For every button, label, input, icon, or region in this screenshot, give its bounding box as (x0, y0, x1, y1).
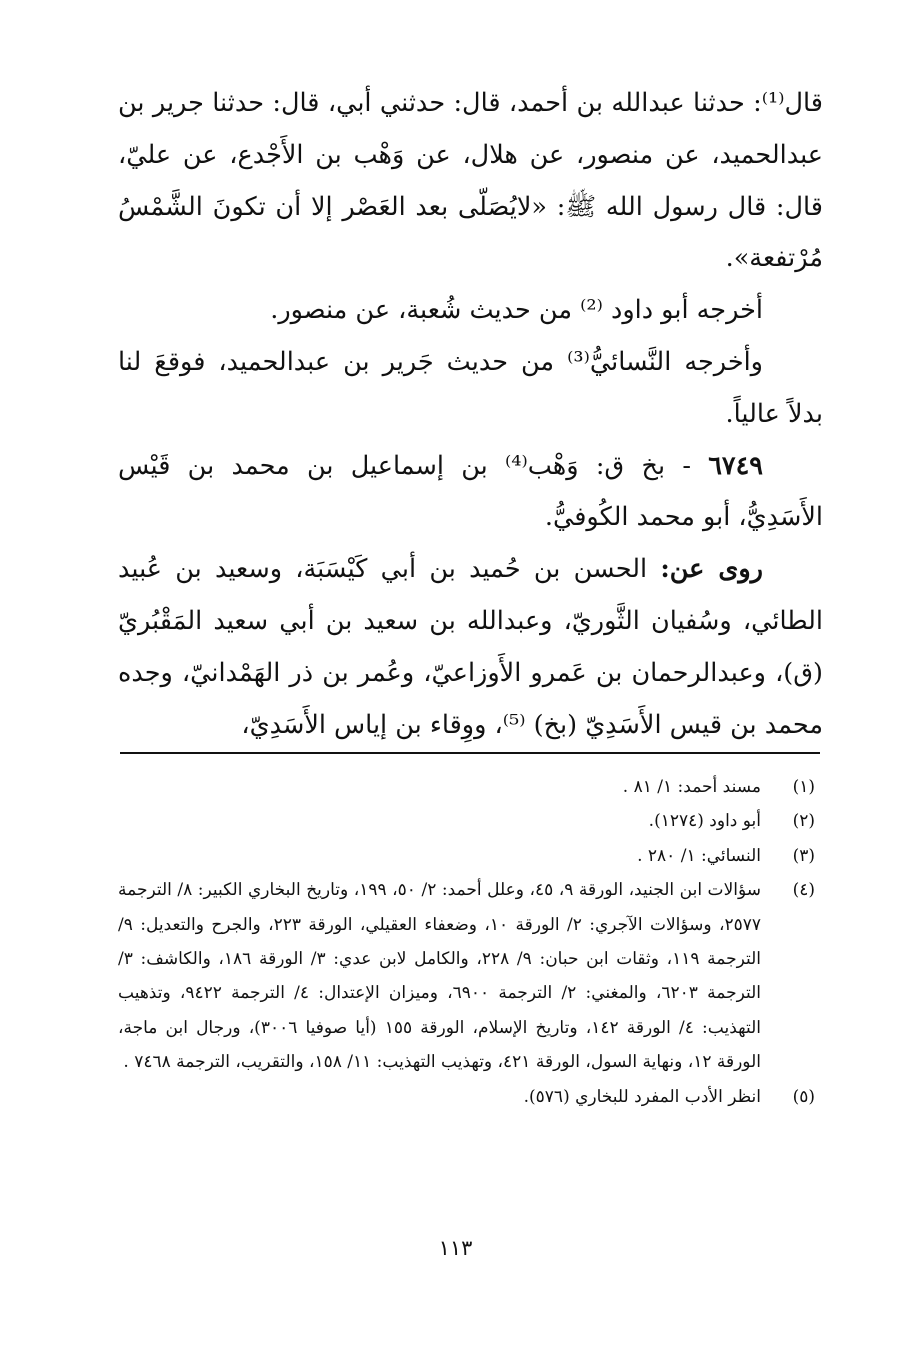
footnote-text: سؤالات ابن الجنيد، الورقة ٩، ٤٥، وعلل أحمد: ٢/ ٥٠، ١٩٩، وتاريخ البخاري الكبير: ٨/ الترجمة ٢٥٧٧، وسؤالات الآجري: ٢/ الورقة ١٠، وضعفاء العقيلي، الورقة ٢٢٣، والجرح والتعديل: ٩/ الترجمة ١١٩، وثقات ابن حبان: ٩/ ٢٢٨، والكامل لابن عدي: ٣/ الورقة ١٨٦، والكاشف: ٣/ الترجمة ٦٢٠٣، والمغني: ٢/ الترجمة ٦٩٠٠، وميزان الإعتدال: ٤/ الترجمة ٩٤٢٢، وتذهيب التهذيب: ٤/ الورقة ١٤٢، وتاريخ الإسلام، الورقة ١٥٥ (أيا صوفيا ٣٠٠٦)، ورجال ابن ماجة، الورقة ١٢، ونهاية السول، الورقة ٤٢١، وتهذيب التهذيب: ١١/ ١٥٨، والتقريب، الترجمة ٧٤٦٨ . (118, 880, 762, 1073)
narrators-list: الحسن بن حُميد بن أبي كَيْسَبَة، وسعيد بن عُبيد الطائي، وسُفيان الثَّوريّ، وعبدالله بن سعيد بن أبي سعيد المَقْبُريّ (ق)، وعبدالرحمان بن عَمرو الأَوزاعيّ، وعُمر بن ذر الهَمْدانيّ، وجده محمد بن قيس الأَسَدِيّ (بخ) ⁽⁵⁾، ووِقاء بن إياس الأَسَدِيّ، (118, 554, 823, 740)
footnote-separator (120, 752, 820, 754)
footnote-number: (٥) (792, 1086, 815, 1107)
footnotes (118, 770, 823, 1114)
footnote (118, 839, 823, 873)
footnote-text: أبو داود (١٢٧٤). (648, 811, 761, 832)
footnote-number: (٤) (792, 880, 815, 901)
footnote-text: انظر الأدب المفرد للبخاري (٥٧٦). (523, 1086, 761, 1107)
page-number: ١١٣ (438, 1236, 473, 1260)
footnote-number: (٢) (792, 811, 815, 832)
footnote (118, 873, 823, 1079)
footnote-number: (٣) (792, 845, 815, 866)
footnote-text: النسائي: ١/ ٢٨٠ . (637, 845, 761, 866)
footnote (118, 1080, 823, 1114)
narrated-from-label: روى عن: (660, 554, 763, 585)
takhrij-abu-dawud: أخرجه أبو داود ⁽²⁾ من حديث شُعبة، عن منصور. (270, 295, 763, 326)
hadith-paragraph: قال⁽¹⁾: حدثنا عبدالله بن أحمد، قال: حدثني أبي، قال: حدثنا جرير بن عبدالحميد، عن منصور، عن هلال، عن وَهْب بن الأَجْدع، عن عليّ، قال: قال رسول الله ﷺ: «لايُصَلّى بعد العَصْر إلا أن تكونَ الشَّمْسُ مُرْتفعة». (118, 88, 823, 274)
biography-entry (118, 441, 823, 545)
narrators-paragraph (118, 544, 823, 751)
footnote-number: (١) (792, 777, 815, 797)
entry-number: ٦٧٤٩ (708, 450, 764, 481)
takhrij-nasai: وأخرجه النَّسائيُّ⁽³⁾ من حديث جَرير بن عبدالحميد، فوقعَ لنا بدلاً عالياً. (118, 346, 823, 429)
entry-heading: - بخ ق: وَهْب⁽⁴⁾ بن إسماعيل بن محمد بن قَيْس الأَسَدِيُّ، أبو محمد الكُوفيُّ. (118, 450, 823, 533)
footnote (118, 770, 823, 804)
main-text (118, 78, 823, 751)
footnote-text: مسند أحمد: ١/ ٨١ . (622, 777, 761, 797)
footnote (118, 804, 823, 838)
